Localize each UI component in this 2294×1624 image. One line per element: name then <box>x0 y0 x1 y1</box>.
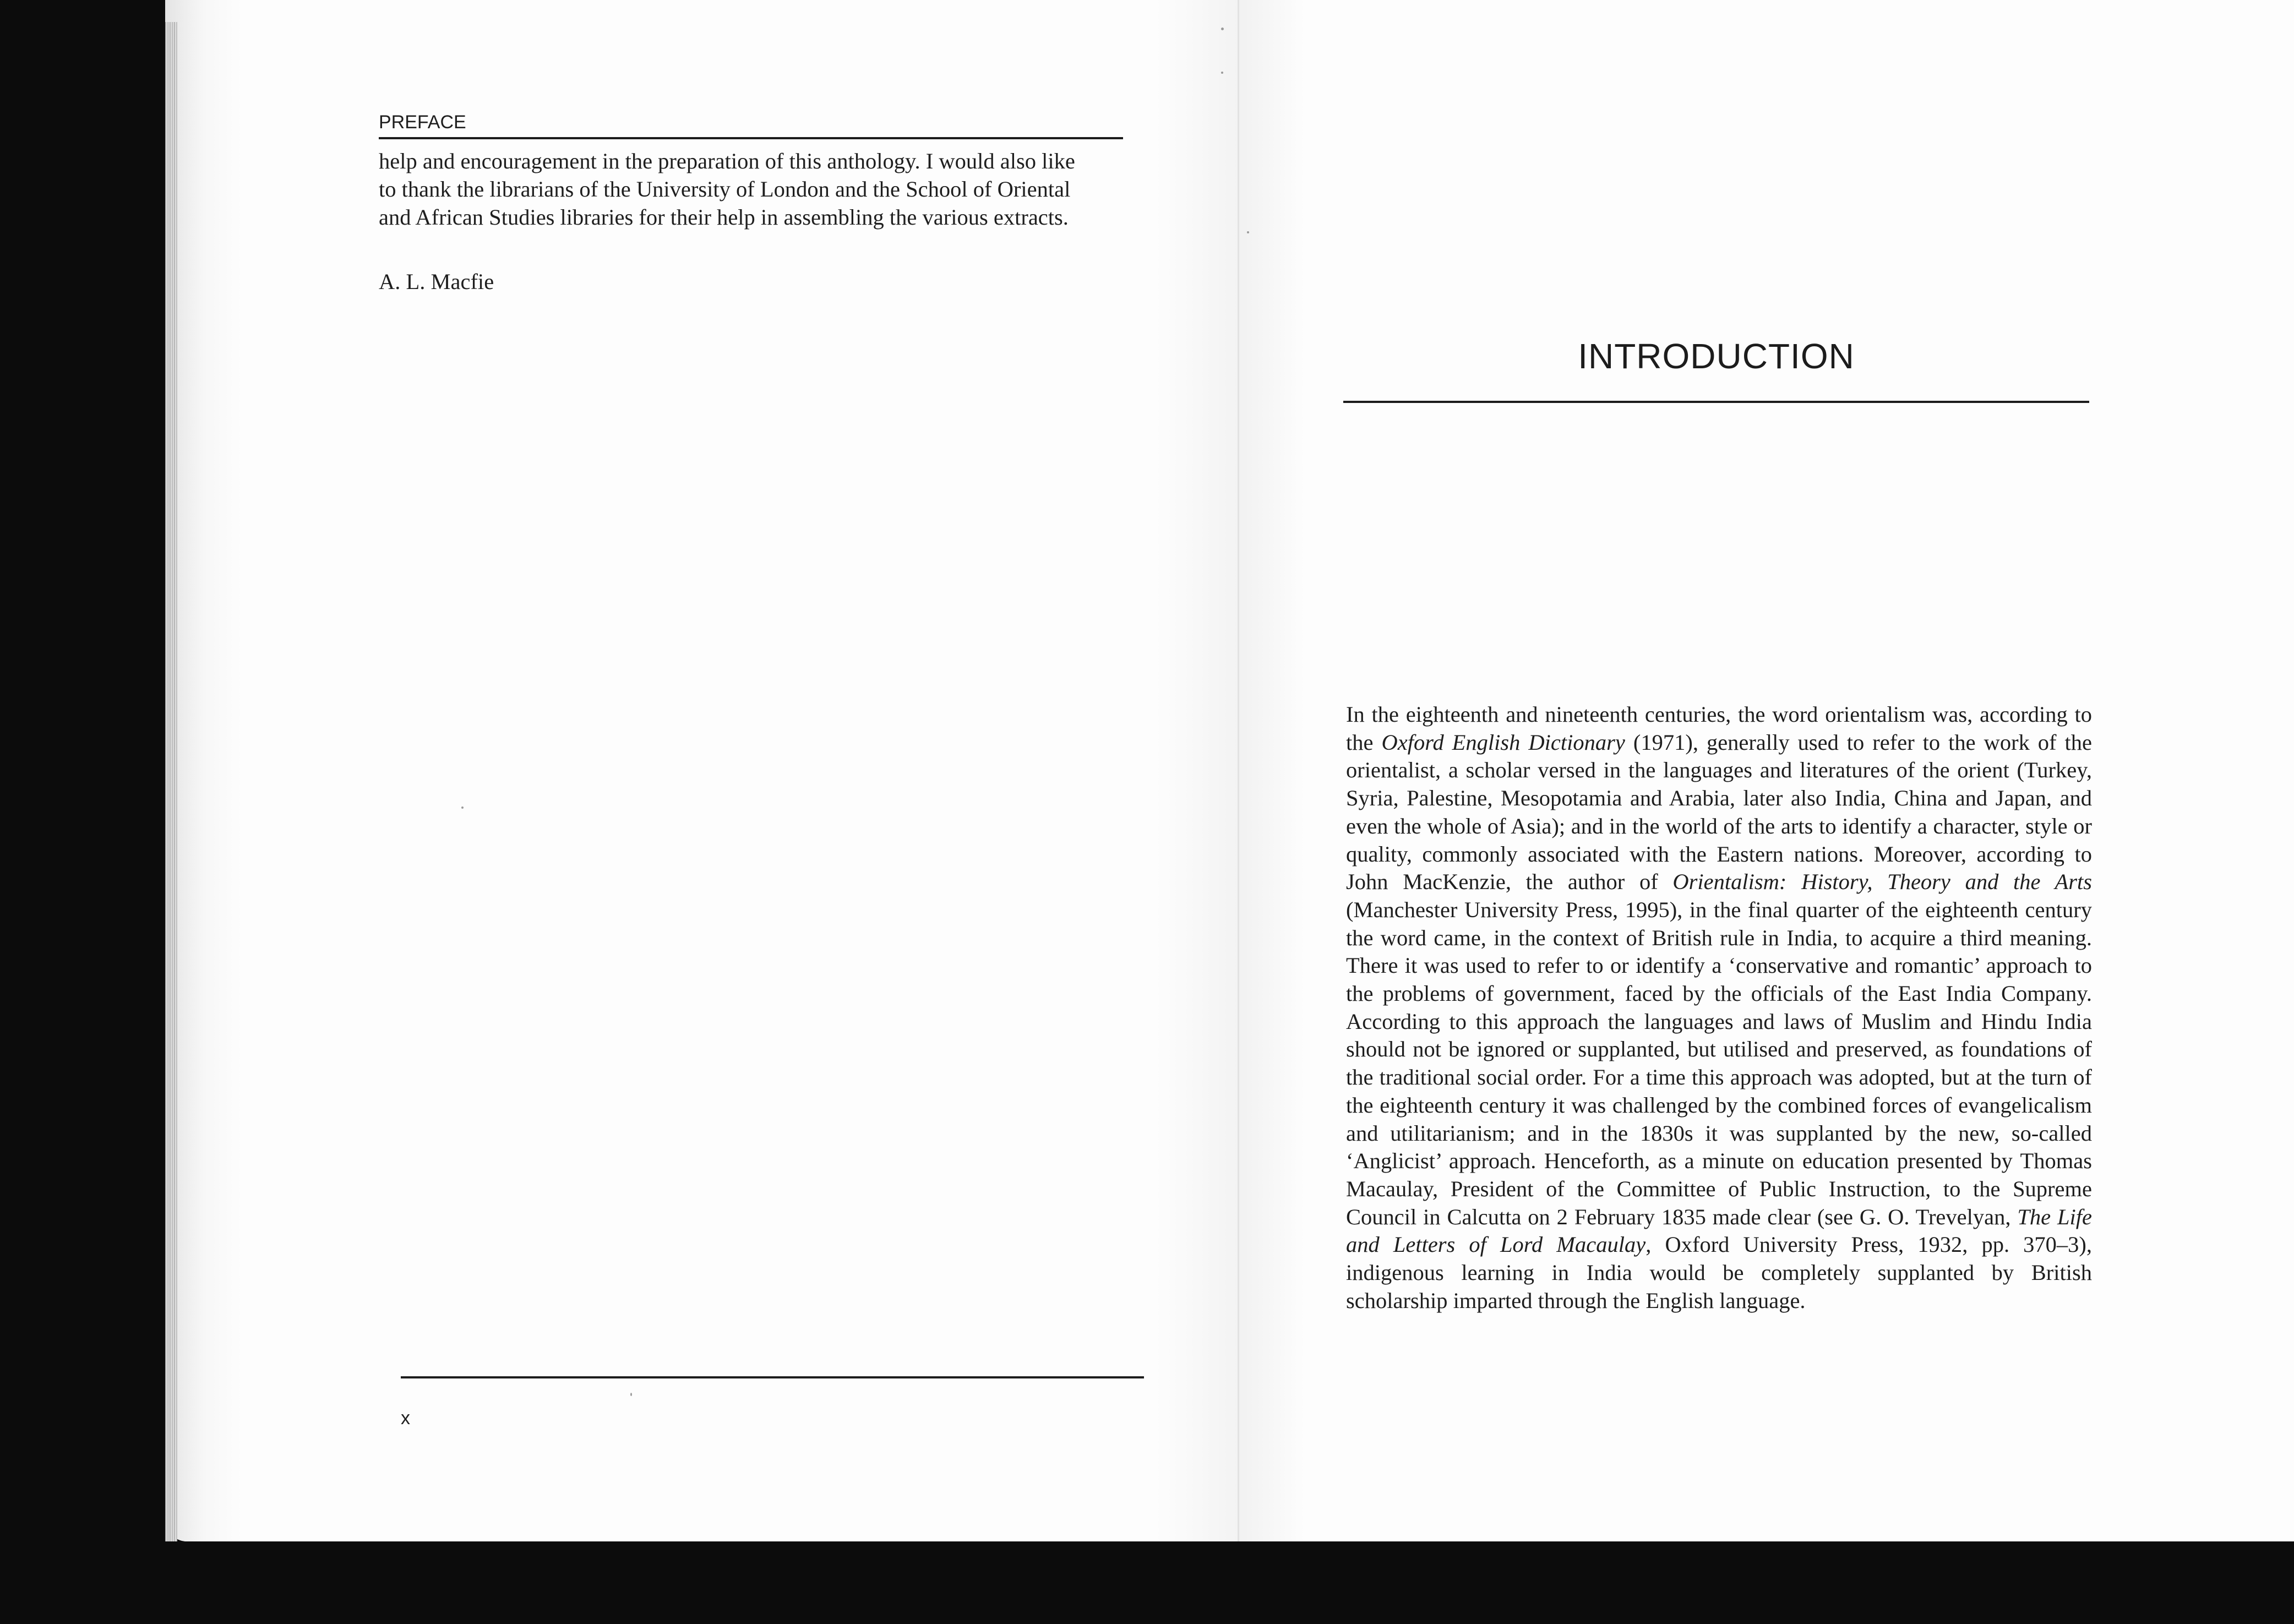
scan-speck <box>1247 231 1249 233</box>
book-gutter <box>1238 0 1239 1541</box>
paragraph-text: In the eighteenth and nineteenth centuries, the word orientalism was, according to the <box>1346 702 2092 755</box>
scan-speck <box>1221 28 1224 30</box>
book-title-italic: The Life and Letters of Lord Macaulay <box>1346 1204 2092 1257</box>
footer-rule <box>401 1376 1144 1378</box>
text-line: help and encouragement in the preparation of this anthology. I would also like <box>379 149 1075 173</box>
page-edge-stack <box>165 22 177 1541</box>
author-signature: A. L. Macfie <box>379 269 494 294</box>
left-page <box>165 0 1239 1541</box>
running-head-text: PREFACE <box>379 112 466 133</box>
text-line: to thank the librarians of the University of London and the School of Oriental <box>379 177 1071 201</box>
text-line: and African Studies libraries for their help in assembling the various extracts. <box>379 205 1069 230</box>
running-head <box>379 112 1123 139</box>
chapter-title: INTRODUCTION <box>1578 336 1855 376</box>
preface-text <box>379 147 1123 231</box>
introduction-paragraph <box>1346 701 2092 1315</box>
scan-speck <box>461 806 464 809</box>
book-title-italic: Orientalism: History, Theory and the Arts <box>1672 869 2092 895</box>
page-number: x <box>401 1408 410 1429</box>
scan-speck <box>1221 72 1223 74</box>
book-title-italic: Oxford English Dictionary <box>1381 729 1625 755</box>
paragraph-text: , Oxford University Press, 1932, pp. 370–3), indigenous learning in India would be completely supplanted by British scholarship imparted through the English language. <box>1346 1232 2092 1313</box>
scan-speck <box>630 1393 632 1396</box>
paragraph-text: (Manchester University Press, 1995), in the final quarter of the eighteenth century the word came, in the context of British rule in India, to acquire a third meaning. There it was used to refer to or identify a ‘conservative and romantic’ approach to the problems of government, faced by the officials of the East India Company. According to this approach the languages and laws of Muslim and Hindu India should not be ignored or supplanted, but utilised and preserved, as foundations of the traditional social order. For a time this approach was adopted, but at the turn of the eighteenth century it was challenged by the combined forces of evangelicalism and utilitarianism; and in the 1830s it was supplanted by the new, so-called ‘Anglicist’ approach. Henceforth, as a minute on education presented by Thomas Macaulay, President of the Committee of Public Instruction, to the Supreme Council in Calcutta on 2 February 1835 made clear (see G. O. Trevelyan, <box>1346 897 2092 1229</box>
paragraph-text: (1971), generally used to refer to the work of the orientalist, a scholar versed in the languages and literatures of the orient (Turkey, Syria, Palestine, Mesopotamia and Arabia, later also India, China and Japan, and even the whole of Asia); and in the world of the arts to identify a character, style or quality, commonly associated with the Eastern nations. Moreover, according to John MacKenzie, the author of <box>1346 729 2092 895</box>
chapter-title-rule <box>1343 401 2089 403</box>
